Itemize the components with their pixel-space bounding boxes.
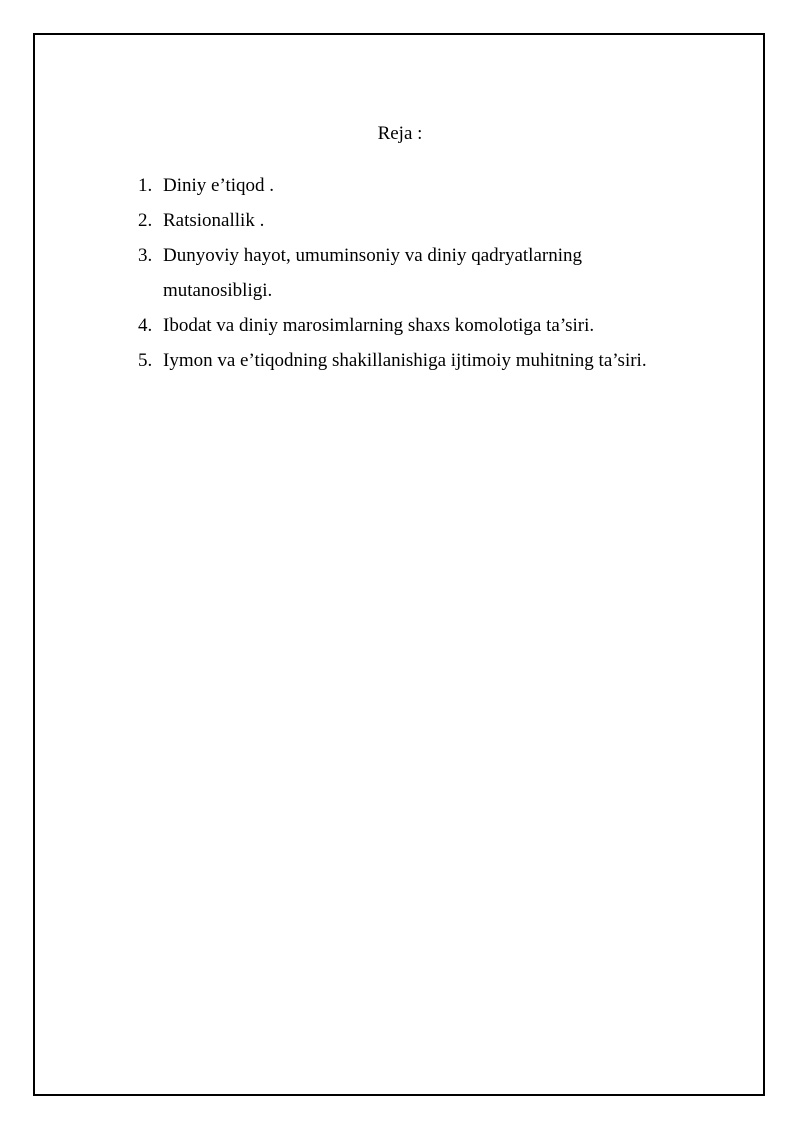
- list-item: [138, 343, 698, 378]
- list-item-number: 2.: [138, 210, 153, 231]
- list-item-number: 5.: [138, 350, 153, 371]
- list-item: [138, 168, 698, 203]
- list-item-text: Ratsionallik .: [163, 210, 265, 231]
- list-item-text: Dunyoviy hayot, umuminsoniy va diniy qadryatlarning mutanosibligi.: [163, 245, 583, 301]
- plan-list: [138, 168, 698, 378]
- list-item-number: 4.: [138, 315, 153, 336]
- list-item-number: 1.: [138, 175, 153, 196]
- list-item-text: Iymon va e’tiqodning shakillanishiga ijtimoiy muhitning ta’siri.: [163, 350, 647, 371]
- list-item: [138, 203, 698, 238]
- list-item-text: Diniy e’tiqod .: [163, 175, 275, 196]
- list-item-text: Ibodat va diniy marosimlarning shaxs komolotiga ta’siri.: [163, 315, 595, 336]
- plan-title: Reja :: [377, 123, 423, 144]
- list-item: [138, 308, 698, 343]
- list-item-number: 3.: [138, 245, 153, 266]
- list-item: [138, 238, 698, 308]
